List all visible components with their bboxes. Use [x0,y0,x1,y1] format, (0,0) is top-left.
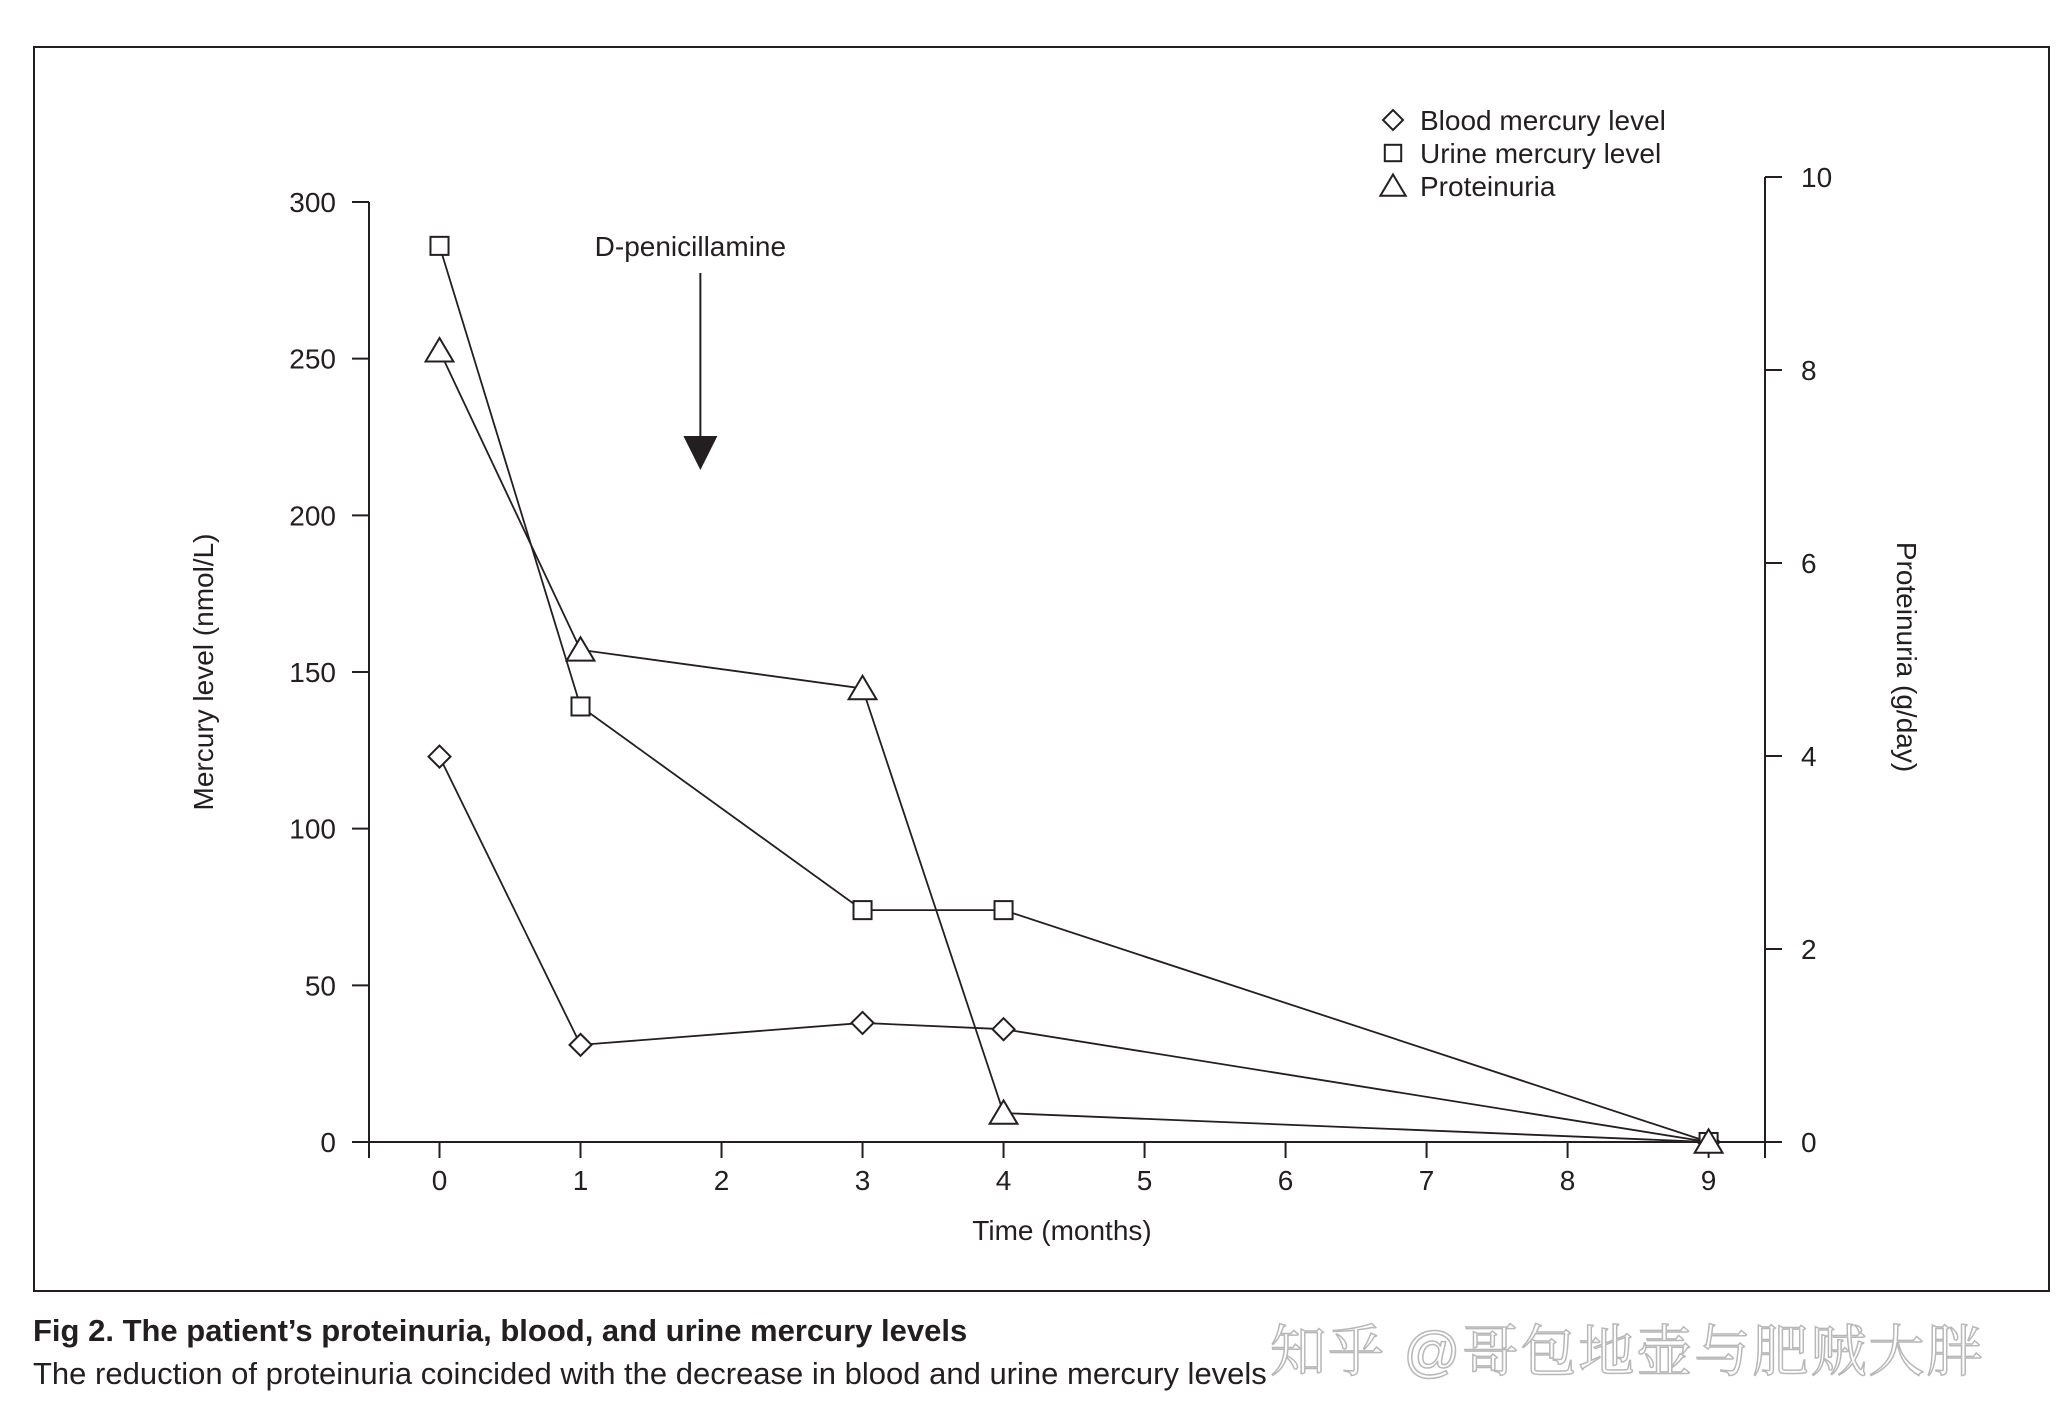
series-line-diamond [440,757,1709,1142]
x-tick-label: 2 [713,1165,730,1196]
watermark: 知乎 @哥包地壶与肥贼大胖 [1270,1320,1985,1383]
y-tick-label-right: 10 [1801,162,1833,193]
x-tick-label: 9 [1700,1165,1717,1196]
data-point-triangle [990,1100,1018,1123]
y-tick-label-left: 50 [304,970,336,1002]
data-point-square [571,697,589,715]
x-tick-label: 7 [1418,1165,1435,1196]
legend-marker-triangle [1380,175,1405,196]
series-line-triangle [440,351,1709,1142]
data-point-diamond [993,1018,1015,1040]
x-tick-label: 5 [1136,1165,1153,1196]
data-point-square [995,901,1013,919]
y-tick-label-right: 4 [1801,741,1817,772]
y-tick-label-left: 0 [320,1127,336,1158]
x-tick-label: 3 [854,1165,871,1196]
axes [188,162,1922,1246]
data-point-triangle [426,338,454,361]
y-tick-label-right: 6 [1801,548,1817,579]
x-tick-label: 8 [1559,1165,1576,1196]
y-tick-label-left: 150 [289,657,336,688]
y-axis-title-right: Proteinuria (g/day) [1891,541,1922,773]
annotation-arrowhead [683,436,717,470]
annotation-label: D-penicillamine [594,231,787,262]
caption-title: Fig 2. The patient’s proteinuria, blood, and urine mercury levels [33,1313,968,1348]
x-tick-label: 4 [995,1165,1012,1196]
x-tick-label: 1 [572,1165,589,1196]
legend-marker-diamond [1383,110,1403,130]
y-tick-label-right: 0 [1801,1127,1817,1158]
data-point-triangle [567,637,595,660]
data-point-diamond [429,746,451,768]
legend-marker-square [1385,145,1401,161]
x-axis-title: Time (months) [972,1215,1152,1246]
series-lines [440,246,1709,1142]
annotation [595,231,786,470]
y-tick-label-left: 200 [289,500,336,532]
y-tick-label-left: 100 [289,813,336,845]
y-tick-label-right: 8 [1801,355,1817,386]
y-tick-label-left: 300 [289,187,336,218]
data-point-diamond [852,1012,874,1034]
legend-label: Blood mercury level [1420,105,1666,136]
y-tick-label-right: 2 [1801,934,1817,965]
legend-label: Urine mercury level [1420,138,1662,169]
data-point-square [854,901,872,919]
caption-text: The reduction of proteinuria coincided with the decrease in blood and urine mercury levels [33,1356,1267,1391]
legend-label: Proteinuria [1420,171,1556,202]
series-line-square [440,246,1709,1142]
x-tick-label: 6 [1277,1165,1294,1196]
series-markers [426,237,1723,1153]
legend [1380,105,1666,202]
y-tick-label-left: 250 [289,343,336,375]
y-axis-title-left: Mercury level (nmol/L) [188,533,219,811]
x-tick-label: 0 [431,1165,448,1196]
data-point-square [430,237,448,255]
data-point-diamond [570,1034,592,1056]
